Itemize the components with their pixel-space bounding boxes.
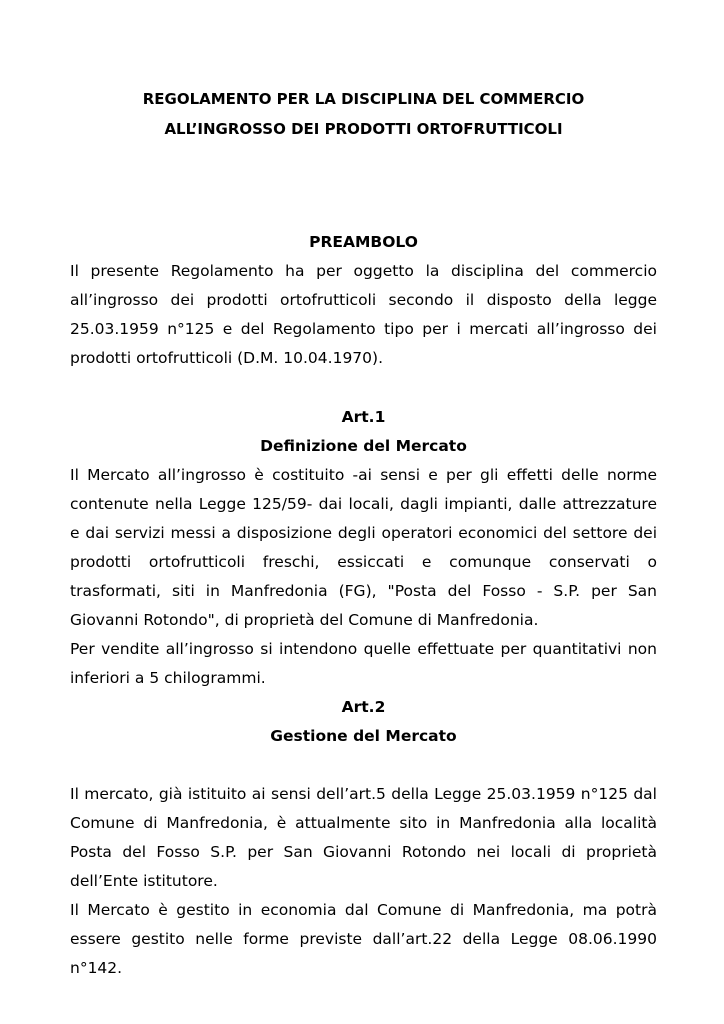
document-title-line-1: REGOLAMENTO PER LA DISCIPLINA DEL COMMERCIO — [142, 90, 585, 108]
spacer — [70, 144, 657, 228]
spacer — [70, 373, 657, 403]
preamble-text: Il presente Regolamento ha per oggetto la disciplina del commercio all’ingrosso dei prodotti ortofrutticoli secondo il disposto della legge 25.03.1959 n°125 e del Regolamento tipo per i mercati all’ingrosso dei prodotti ortofrutticoli (D.M. 10.04.1970). — [70, 262, 657, 367]
article-1-number: Art.1 — [341, 408, 386, 426]
article-2-paragraph-2: Il Mercato è gestito in economia dal Comune di Manfredonia, ma potrà essere gestito nelle forme previste dall’art.22 della Legge 08.06.1990 n°142. — [70, 901, 657, 977]
article-1-paragraph-1: Il Mercato all’ingrosso è costituito -ai sensi e per gli effetti delle norme contenute nella Legge 125/59- dai locali, dagli impianti, dalle attrezzature e dai servizi messi a disposizione degli operatori economici del settore dei prodotti ortofrutticoli freschi, essiccati e comunque conservati o trasformati, siti in Manfredonia (FG), "Posta del Fosso - S.P. per San Giovanni Rotondo", di proprietà del Comune di Manfredonia. — [70, 466, 657, 629]
preamble-heading: PREAMBOLO — [309, 233, 418, 251]
spacer — [70, 751, 657, 780]
article-2-paragraph-1: Il mercato, già istituito ai sensi dell’art.5 della Legge 25.03.1959 n°125 dal Comune di Manfredonia, è attualmente sito in Manfredonia alla località Posta del Fosso S.P. per San Giovanni Rotondo nei locali di proprietà dell’Ente istitutore. — [70, 785, 657, 890]
article-1-paragraph-2: Per vendite all’ingrosso si intendono quelle effettuate per quantitativi non inferiori a 5 chilogrammi. — [70, 640, 657, 687]
article-2-title: Gestione del Mercato — [270, 727, 457, 745]
document-title-line-2: ALL’INGROSSO DEI PRODOTTI ORTOFRUTTICOLI — [164, 120, 563, 138]
article-1-title: Definizione del Mercato — [260, 437, 467, 455]
article-2-number: Art.2 — [341, 698, 386, 716]
document-page — [70, 84, 657, 983]
